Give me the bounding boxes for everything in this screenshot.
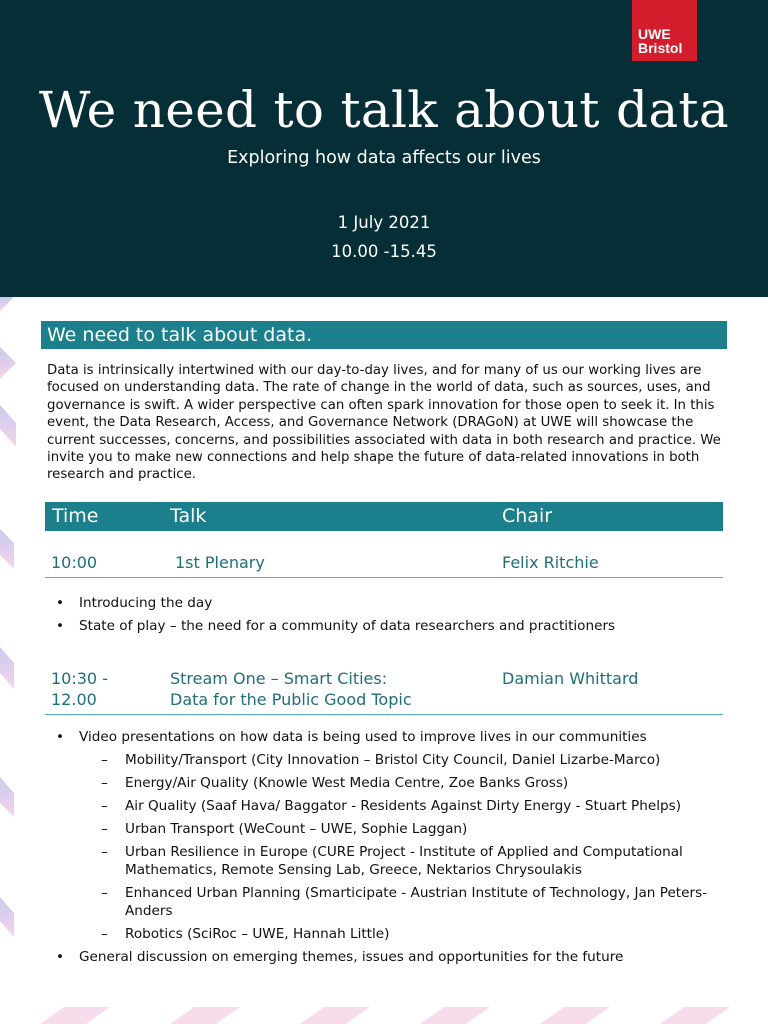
column-header-time: Time: [52, 505, 99, 527]
intro-paragraph: Data is intrinsically intertwined with our day-to-day lives, and for many of us our working lives are focused on understanding data. The rate of change in the world of data, such as sources, uses, and governance is swift. A wider perspective can often spark innovation for those open to seek it. In this event, the Data Research, Access, and Governance Network (DRAGoN) at UWE will showcase the current successes, concerns, and possibilities associated with data in both research and practice. We invite you to make new connections and help shape the future of data-related innovations in both research and practice.: [47, 363, 721, 483]
session-2-time-start: 10:30 -: [51, 669, 108, 688]
list-item: • Introducing the day: [45, 592, 745, 615]
list-item: • General discussion on emerging themes, issues and opportunities for the future: [45, 948, 735, 966]
logo-text-bristol: Bristol: [638, 40, 683, 56]
uwe-bristol-logo: [632, 0, 697, 61]
schedule-table-header: [45, 502, 723, 531]
sub-list-item: – Urban Resilience in Europe (CURE Project - Institute of Applied and Computational Mathematics, Remote Sensing Lab, Greece, Nektarios Chrysoulakis: [45, 843, 735, 879]
list-item: • Video presentations on how data is being used to improve lives in our communities: [45, 728, 735, 746]
session-1-time: 10:00: [51, 553, 98, 572]
session-1-talk: 1st Plenary: [175, 553, 265, 572]
session-1-chair: Felix Ritchie: [502, 553, 599, 572]
column-header-talk: Talk: [170, 505, 207, 527]
sub-list-item: – Air Quality (Saaf Hava/ Baggator - Residents Against Dirty Energy - Stuart Phelps): [45, 797, 735, 815]
sub-list-item: – Robotics (SciRoc – UWE, Hannah Little): [45, 925, 735, 943]
column-header-chair: Chair: [502, 505, 553, 527]
event-title: We need to talk about data: [39, 81, 729, 139]
session-2-talk-title: Stream One – Smart Cities:: [170, 669, 388, 688]
sub-list-item: – Mobility/Transport (City Innovation – Bristol City Council, Daniel Lizarbe-Marco): [45, 751, 735, 769]
session-2-bullets: [45, 728, 735, 966]
event-subtitle: Exploring how data affects our lives: [227, 148, 541, 168]
session-2-divider: [45, 714, 723, 715]
session-1-bullets: [45, 592, 745, 638]
session-2-time: [51, 668, 108, 710]
event-date: 1 July 2021: [337, 213, 431, 232]
list-item: • State of play – the need for a community of data researchers and practitioners: [45, 615, 745, 638]
sub-list-item: – Energy/Air Quality (Knowle West Media Centre, Zoe Banks Gross): [45, 774, 735, 792]
session-2-time-end: 12.00: [51, 690, 97, 709]
session-2-chair: Damian Whittard: [502, 669, 639, 688]
sub-list-item: – Urban Transport (WeCount – UWE, Sophie Laggan): [45, 820, 735, 838]
event-time: 10.00 -15.45: [331, 242, 437, 261]
session-1-divider: [45, 577, 723, 578]
logo-text-uwe: UWE: [638, 26, 671, 42]
session-2-talk-subtitle: Data for the Public Good Topic: [170, 690, 412, 709]
session-2-talk: [170, 668, 412, 710]
sub-list-item: – Enhanced Urban Planning (Smarticipate - Austrian Institute of Technology, Jan Peters-Anders: [45, 884, 735, 920]
event-header: [0, 0, 768, 297]
section-heading: We need to talk about data.: [41, 321, 727, 349]
